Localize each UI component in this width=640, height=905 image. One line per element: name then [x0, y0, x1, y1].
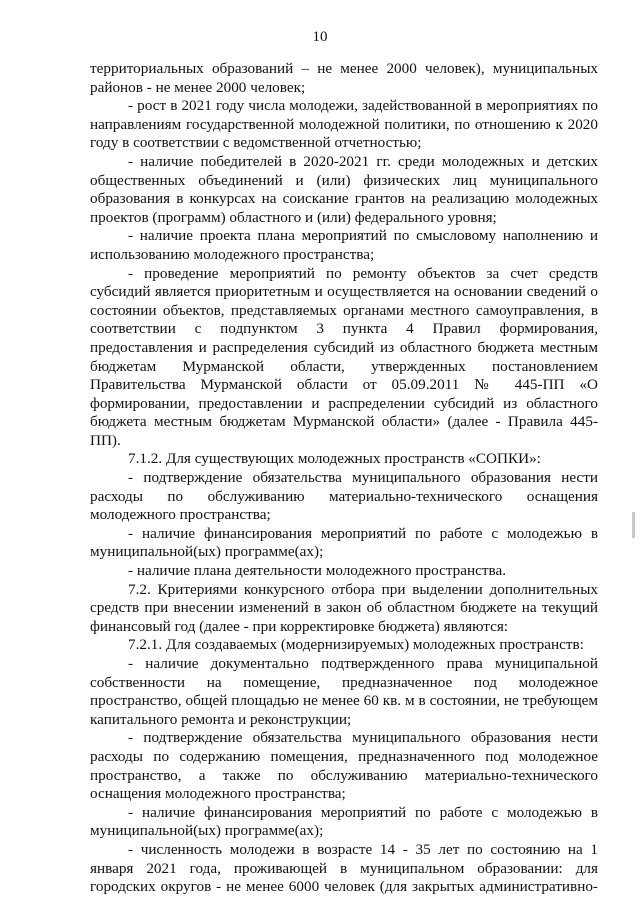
paragraph-youth-population: - численность молодежи в возрасте 14 - 35 лет по состоянию на 1 января 2021 года, проживающей в муниципальном образовании: для городских округов - не менее 6000 человек (для закрытых административно- — [90, 840, 598, 896]
paragraph-program-funding: - наличие финансирования мероприятий по работе с молодежью в муниципальной(ых) программе(ах); — [90, 524, 598, 561]
section-7-2-1-heading: 7.2.1. Для создаваемых (модернизируемых) молодежных пространств: — [128, 636, 584, 654]
paragraph-program-funding-2: - наличие финансирования мероприятий по работе с молодежью в муниципальной(ых) программе(ах); — [90, 803, 598, 840]
document-body — [90, 60, 598, 897]
paragraph-property-right: - наличие документально подтвержденного права муниципальной собственности на помещение, предназначенное под молодежное пространство, общей площадью не менее 60 кв. м в состоянии, не требующем капитального ремонта и реконструкции; — [90, 655, 598, 728]
paragraph-activity-plan: - наличие плана деятельности молодежного пространства. — [128, 562, 506, 580]
paragraph-maintenance-obligation: - подтверждение обязательства муниципального образования нести расходы по обслуживанию материально-технического оснащения молодежного пространства; — [90, 469, 598, 524]
paragraph-continuation: территориальных образований – не менее 2000 человек), муниципальных районов - не менее 2000 человек; — [90, 60, 598, 96]
section-7-1-2-heading: 7.1.2. Для существующих молодежных пространств «СОПКИ»: — [128, 450, 541, 468]
paragraph-premises-obligation: - подтверждение обязательства муниципального образования нести расходы по содержанию помещения, предназначенного под молодежное пространство, а также по обслуживанию материально-технического оснащения молодежного пространства; — [90, 729, 598, 803]
section-7-2-criteria: 7.2. Критериями конкурсного отбора при выделении дополнительных средств при внесении изменений в закон об областном бюджете на текущий финансовый год (далее - при корректировке бюджета) являются: — [90, 580, 598, 635]
paragraph-repair-priority: - проведение мероприятий по ремонту объектов за счет средств субсидий является приоритетным и осуществляется на основании сведений о состоянии объектов, представляемых органами местного самоуправления, в соответствии с подпунктом 3 пункта 4 Правил формирования, предоставления и распределения субсидий из областного бюджета местным бюджетам Мурманской области, утвержденных постановлением Правительства Мурманской области от 05.09.2011 № 445-ПП «О формировании, предоставлении и распределении субсидий из областного бюджета местным бюджетам Мурманской области» (далее - Правила 445-ПП). — [90, 264, 598, 449]
page-number: 10 — [312, 29, 328, 45]
scan-margin-mark — [632, 512, 635, 538]
paragraph-grant-winners: - наличие победителей в 2020-2021 гг. среди молодежных и детских общественных объединений и (или) физических лиц муниципального образования в конкурсах на соискание грантов на реализацию молодежных проектов (программ) областного и (или) федерального уровня; — [90, 152, 598, 226]
paragraph-youth-growth: - рост в 2021 году числа молодежи, задействованной в мероприятиях по направлениям государственной молодежной политики, по отношению к 2020 году в соответствии с ведомственной отчетностью; — [90, 97, 598, 152]
paragraph-event-plan: - наличие проекта плана мероприятий по смысловому наполнению и использованию молодежного пространства; — [90, 227, 598, 263]
